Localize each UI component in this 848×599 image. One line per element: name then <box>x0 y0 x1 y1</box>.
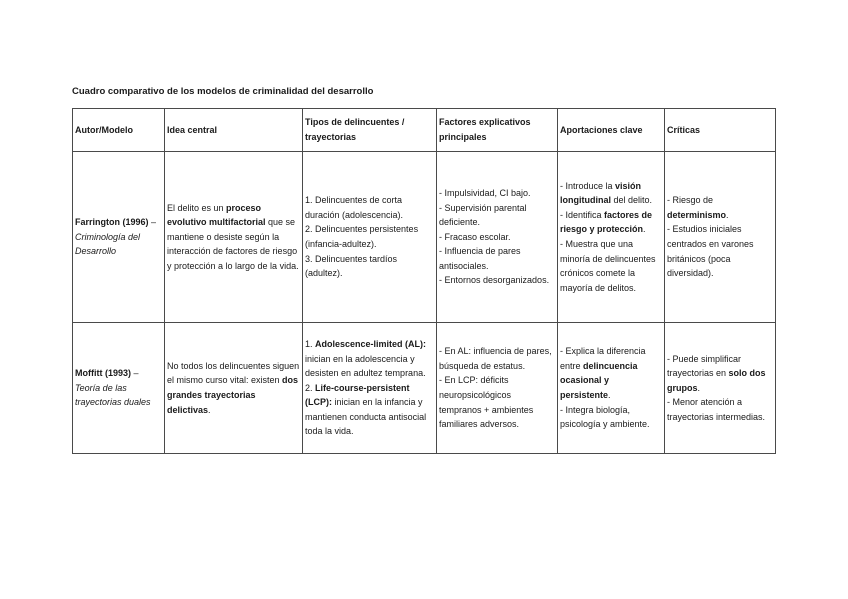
type-item: 1. Adolescence-limited (AL): inician en la adolescencia y desisten en adultez temprana. <box>305 338 427 379</box>
factor-item: - Impulsividad, CI bajo. <box>439 187 531 198</box>
criticism-item: - Menor atención a trayectorias intermedias. <box>667 397 766 422</box>
contribution-item: - Integra biología, psicología y ambiente. <box>560 404 650 430</box>
idea-emphasis: dos grandes trayectorias delictivas <box>167 375 299 415</box>
author-name: Farrington (1996) <box>75 217 149 228</box>
criticism-cell <box>665 323 776 454</box>
type-item: 1. Delincuentes de corta duración (adolescencia). <box>305 195 404 220</box>
table-row <box>73 323 776 454</box>
criticism-item: - Riesgo de determinismo. <box>667 195 729 220</box>
type-item: 2. Delincuentes persistentes (infancia-adultez). <box>305 224 419 249</box>
table-header-row <box>73 109 776 152</box>
author-cell <box>73 323 165 454</box>
idea-text: . <box>208 404 211 415</box>
factor-item: - En AL: influencia de pares, búsqueda de estatus. <box>439 346 552 371</box>
criticism-cell <box>665 152 776 323</box>
type-item: 2. Life-course-persistent (LCP): inician en la infancia y mantienen conducta antisocial toda la vida. <box>305 382 427 437</box>
idea-emphasis: proceso evolutivo multifactorial <box>167 202 266 228</box>
factor-item: - En LCP: déficits neuropsicológicos tempranos + ambientes familiares adversos. <box>439 375 534 430</box>
factor-item: - Influencia de pares antisociales. <box>439 246 521 271</box>
factor-item: - Fracaso escolar. <box>439 231 511 242</box>
contribution-item: - Muestra que una minoría de delincuentes crónicos comete la mayoría de delitos. <box>560 239 656 293</box>
idea-cell <box>165 152 303 323</box>
author-name: Moffitt (1993) <box>75 368 131 379</box>
header-cell: Críticas <box>665 109 776 152</box>
table-row <box>73 152 776 323</box>
criticism-item: - Estudios iniciales centrados en varones británicos (poca diversidad). <box>667 224 754 279</box>
idea-text: que se mantiene o desiste según la interacción de factores de riesgo y protección a lo largo de la vida. <box>167 217 299 271</box>
contributions-cell <box>558 323 665 454</box>
idea-cell <box>165 323 303 454</box>
factors-cell <box>437 323 558 454</box>
type-item: 3. Delincuentes tardíos (adultez). <box>305 253 398 279</box>
criticism-item: - Puede simplificar trayectorias en solo dos grupos. <box>667 353 766 393</box>
document-title: Cuadro comparativo de los modelos de criminalidad del desarrollo <box>72 86 374 97</box>
factor-item: - Supervisión parental deficiente. <box>439 202 527 228</box>
model-name: Criminología del Desarrollo <box>75 231 141 257</box>
idea-text: No todos los delincuentes siguen el mismo curso vital: existen <box>167 360 300 386</box>
contribution-item: - Explica la diferencia entre delincuencia ocasional y persistente. <box>560 346 646 400</box>
contributions-cell <box>558 152 665 323</box>
factor-item: - Entornos desorganizados. <box>439 275 550 286</box>
header-cell: Autor/Modelo <box>73 109 165 152</box>
contribution-item: - Identifica factores de riesgo y protección. <box>560 209 653 235</box>
factors-cell <box>437 152 558 323</box>
author-separator: – <box>148 217 157 228</box>
header-cell: Aportaciones clave <box>558 109 665 152</box>
author-separator: – <box>131 368 139 379</box>
model-name: Teoría de las trayectorias duales <box>75 382 151 408</box>
author-cell <box>73 152 165 323</box>
idea-text: El delito es un <box>167 202 227 213</box>
header-cell: Factores explicativos principales <box>437 109 558 152</box>
types-cell <box>303 152 437 323</box>
contribution-item: - Introduce la visión longitudinal del delito. <box>560 180 653 206</box>
types-cell <box>303 323 437 454</box>
header-cell: Idea central <box>165 109 303 152</box>
header-cell: Tipos de delincuentes / trayectorias <box>303 109 437 152</box>
comparison-table <box>72 108 776 454</box>
